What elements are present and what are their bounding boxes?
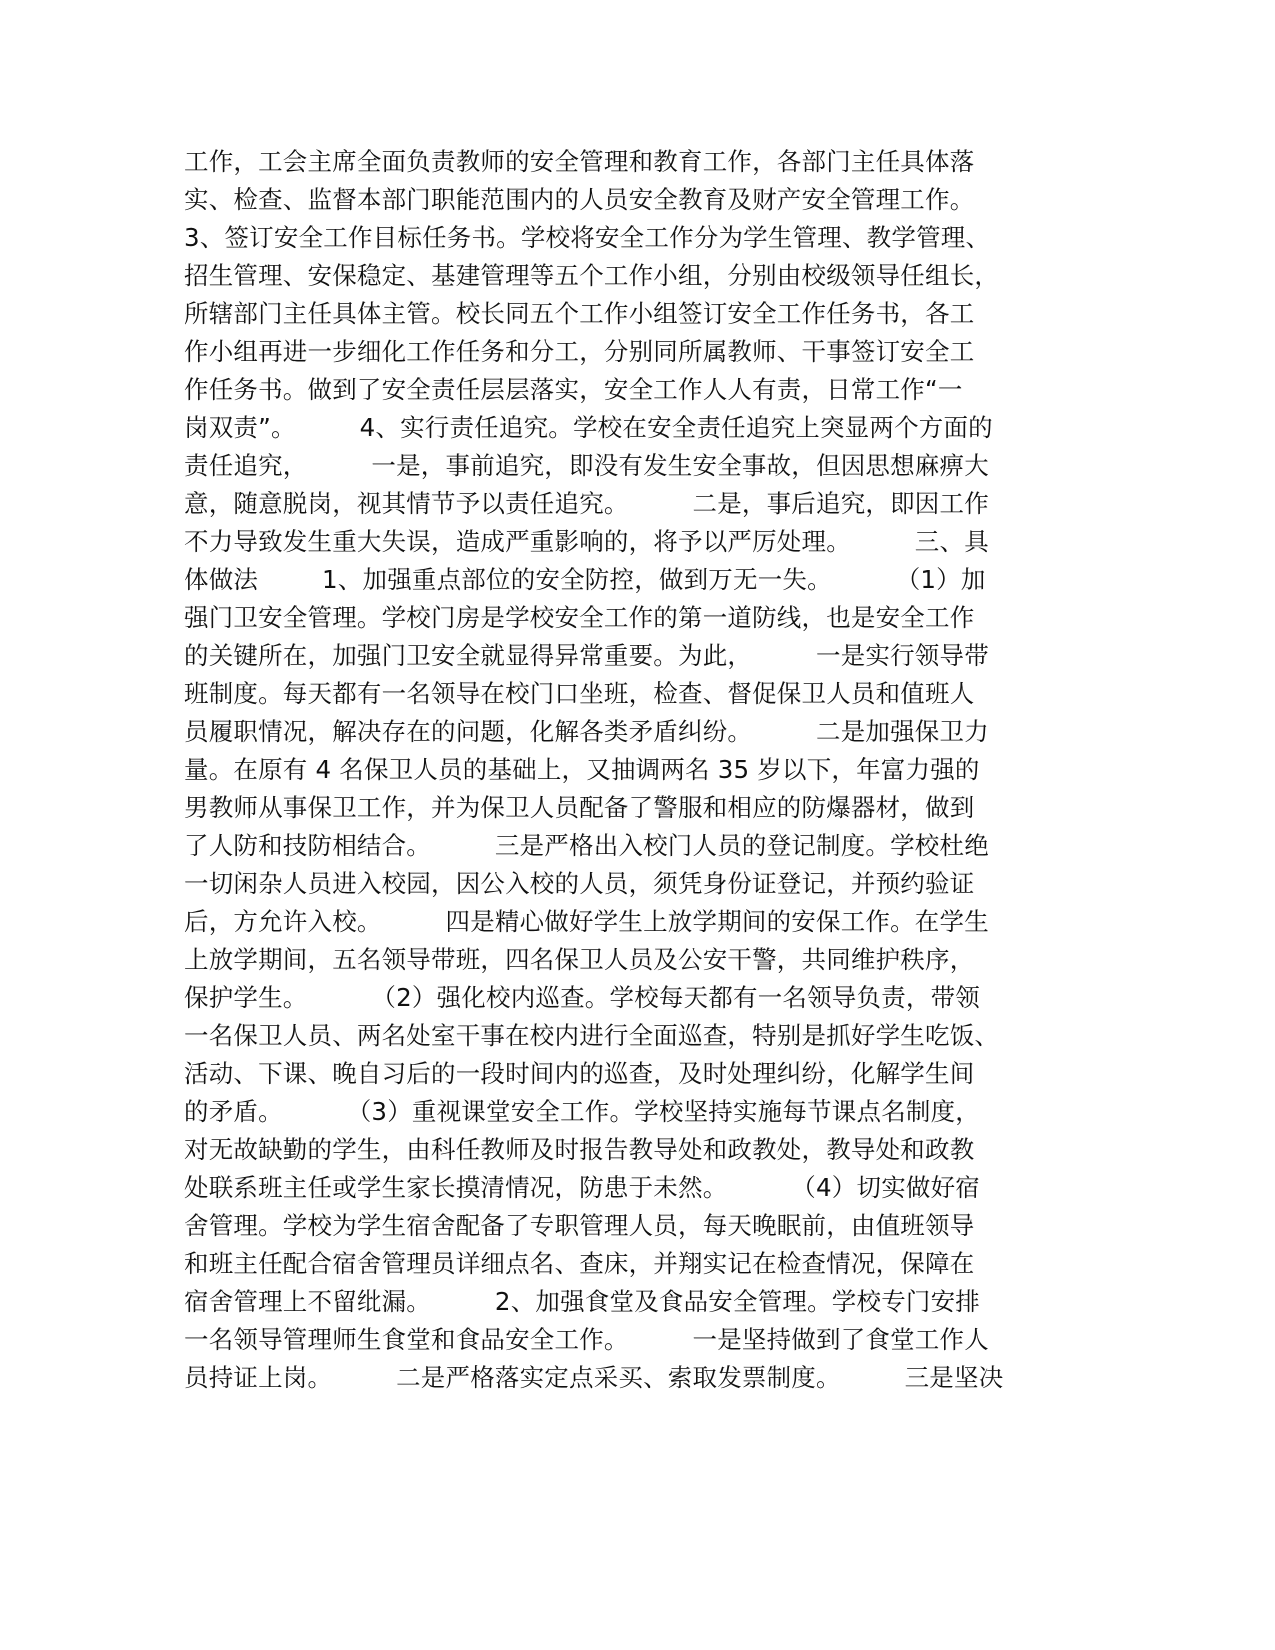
text-line: 不力导致发生重大失误，造成严重影响的，将予以严厉处理。 三、具: [184, 527, 989, 556]
text-line: 员履职情况，解决存在的问题，化解各类矛盾纠纷。 二是加强保卫力: [184, 717, 989, 746]
text-line: 的关键所在，加强门卫安全就显得异常重要。为此， 一是实行领导带: [184, 641, 989, 670]
text-line: 强门卫安全管理。学校门房是学校安全工作的第一道防线，也是安全工作: [184, 603, 975, 632]
text-line: 舍管理。学校为学生宿舍配备了专职管理人员，每天晚眠前，由值班领导: [184, 1211, 975, 1240]
text-line: 的矛盾。 （3）重视课堂安全工作。学校坚持实施每节课点名制度，: [184, 1097, 980, 1126]
text-line: 体做法 1、加强重点部位的安全防控，做到万无一失。 （1）加: [184, 565, 986, 594]
text-line: 量。在原有 4 名保卫人员的基础上，又抽调两名 35 岁以下，年富力强的: [184, 755, 980, 784]
text-line: 工作，工会主席全面负责教师的安全管理和教育工作，各部门主任具体落: [184, 147, 975, 176]
text-line: 3、签订安全工作目标任务书。学校将安全工作分为学生管理、教学管理、: [184, 223, 991, 252]
text-line: 对无故缺勤的学生，由科任教师及时报告教导处和政教处，教导处和政教: [184, 1135, 975, 1164]
text-line: 一切闲杂人员进入校园，因公入校的人员，须凭身份证登记，并预约验证: [184, 869, 975, 898]
text-line: 岗双责”。 4、实行责任追究。学校在安全责任追究上突显两个方面的: [184, 413, 993, 442]
text-line: 男教师从事保卫工作，并为保卫人员配备了警服和相应的防爆器材，做到: [184, 793, 975, 822]
text-line: 后，方允许入校。 四是精心做好学生上放学期间的安保工作。在学生: [184, 907, 989, 936]
text-line: 班制度。每天都有一名领导在校门口坐班，检查、督促保卫人员和值班人: [184, 679, 975, 708]
text-line: 保护学生。 （2）强化校内巡查。学校每天都有一名领导负责，带领: [184, 983, 980, 1012]
text-line: 员持证上岗。 二是严格落实定点采买、索取发票制度。 三是坚决: [184, 1363, 1004, 1392]
body-text: [184, 143, 1084, 1397]
text-line: 活动、下课、晚自习后的一段时间内的巡查，及时处理纠纷，化解学生间: [184, 1059, 975, 1088]
text-line: 处联系班主任或学生家长摸清情况，防患于未然。 （4）切实做好宿: [184, 1173, 980, 1202]
text-line: 作任务书。做到了安全责任层层落实，安全工作人人有责，日常工作“一: [184, 375, 963, 404]
text-line: 和班主任配合宿舍管理员详细点名、查床，并翔实记在检查情况，保障在: [184, 1249, 975, 1278]
text-line: 实、检查、监督本部门职能范围内的人员安全教育及财产安全管理工作。: [184, 185, 975, 214]
text-line: 责任追究， 一是，事前追究，即没有发生安全事故，但因思想麻痹大: [184, 451, 989, 480]
text-line: 一名领导管理师生食堂和食品安全工作。 一是坚持做到了食堂工作人: [184, 1325, 989, 1354]
text-line: 宿舍管理上不留纰漏。 2、加强食堂及食品安全管理。学校专门安排: [184, 1287, 980, 1316]
text-line: 所辖部门主任具体主管。校长同五个工作小组签订安全工作任务书，各工: [184, 299, 975, 328]
text-line: 作小组再进一步细化工作任务和分工，分别同所属教师、干事签订安全工: [184, 337, 975, 366]
text-line: 一名保卫人员、两名处室干事在校内进行全面巡查，特别是抓好学生吃饭、: [184, 1021, 1000, 1050]
text-line: 了人防和技防相结合。 三是严格出入校门人员的登记制度。学校杜绝: [184, 831, 989, 860]
text-line: 招生管理、安保稳定、基建管理等五个工作小组，分别由校级领导任组长，: [184, 261, 1000, 290]
text-line: 意，随意脱岗，视其情节予以责任追究。 二是，事后追究，即因工作: [184, 489, 989, 518]
text-line: 上放学期间，五名领导带班，四名保卫人员及公安干警，共同维护秩序，: [184, 945, 975, 974]
